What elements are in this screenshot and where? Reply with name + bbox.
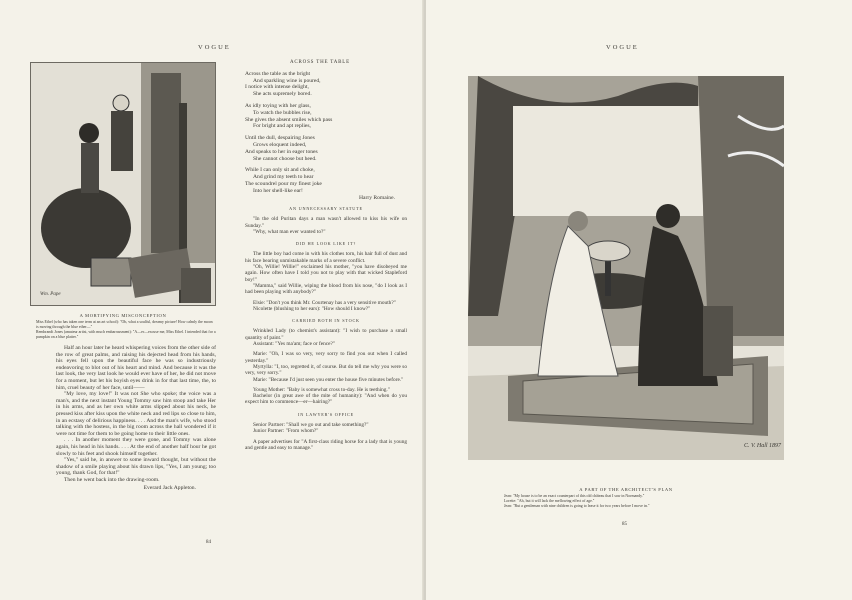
- poem-line: She cannot choose but heed.: [253, 155, 317, 162]
- anecdote-paragraph: Marie: "Because I'd just seen you enter the house five minutes before.": [253, 376, 404, 383]
- anecdote-paragraph: The little boy had come in with his clothes torn, his hair full of dust and his face bearing unmistakable marks of a severe conflict.: [245, 251, 407, 264]
- poem-line: To watch the bubbles rise,: [253, 109, 312, 116]
- poem-line: While I can only sit and choke,: [245, 167, 315, 174]
- poem-line: And speaks to her in eager tones: [245, 148, 318, 155]
- section-title: AN UNNECESSARY STATUTE: [289, 206, 363, 211]
- caption-title: A MORTIFYING MISCONCEPTION: [79, 313, 167, 318]
- story-author: Everard Jack Appleton.: [143, 485, 196, 492]
- story-text: [56, 345, 216, 492]
- poem-line: Into her shell-like ear!: [253, 187, 303, 194]
- anecdote-paragraph: Junior Partner: "From whom?": [253, 428, 319, 435]
- anecdotes-column: [245, 200, 407, 451]
- poem-line: She gives the absent smiles which pass: [245, 116, 333, 123]
- caption-title: A PART OF THE ARCHITECT'S PLAN: [579, 487, 673, 492]
- anecdote-paragraph: Myrtylla: "I, too, regretted it, of course. But do tell me why you were so very, very sorry.": [245, 363, 407, 377]
- anecdote-paragraph: "Why, what man ever wanted to?": [253, 228, 326, 235]
- poem-line: And sparkling wine is poured,: [253, 77, 321, 84]
- caption-line: Jean: "But a gentleman with nine children is going to lease it for two years before I move in.": [504, 504, 650, 508]
- anecdote-paragraph: Young Mother: "Baby is somewhat cross to-day. He is teething.": [253, 386, 390, 393]
- anecdote-paragraph: Marie: "Oh, I was so very, very sorry to find you out when I called yesterday.": [245, 351, 407, 364]
- section-title: DID HE LOOK LIKE IT?: [295, 241, 357, 247]
- section-title: CARRIED BOTH IN STOCK: [292, 318, 360, 324]
- illustration-signature: Wm. Pape: [40, 292, 61, 297]
- poem-line: I notice with intense delight,: [245, 84, 309, 91]
- story-paragraph: Half an hour later he heard whispering voices from the other side of the row of great palms, and raising his dejected head from his hands, his eyes fell upon the beautiful face he was so industriously endeavoring to blot out of his heart and mind. And because it was the last look, the very last look he would ever have of her, he did not move for a moment, but let his boyish eyes drink in for that last time, the, to him, cruel beauty of her face, until——: [56, 345, 216, 391]
- story-paragraph: Then he went back into the drawing-room.: [64, 476, 160, 483]
- drawing-two-women-at-table: [468, 76, 784, 460]
- anecdote-paragraph: Senior Partner: "Shall we go out and take something?": [253, 422, 369, 429]
- section-title: IN LAWYER'S OFFICE: [298, 411, 354, 417]
- caption-line: Miss Ethel (who has taken one term at an art school): "Oh, what a soulful, dreamy picture! How calmly the moon is moving through the blue ether—": [36, 320, 213, 329]
- poem-line: Until the dull, despairing Jones: [245, 135, 315, 142]
- poem-line: The scoundrel pour my finest joke: [245, 180, 322, 187]
- story-paragraph: . . . In another moment they were gone, and Tommy was alone again, his head in his hands. . . . At the end of another half hour he got slowly to his feet and shook himself together.: [56, 437, 216, 457]
- poem-line: As idly toying with her glass,: [245, 102, 311, 109]
- anecdote-paragraph: Assistant: "Yes ma'am; face or fence?": [253, 341, 335, 348]
- running-head: VOGUE: [606, 44, 639, 51]
- caption-dialogue: [36, 320, 216, 340]
- anecdote-paragraph: Wrinkled Lady (to chemist's assistant): "I wish to purchase a small quantity of paint.": [245, 328, 407, 341]
- anecdote-paragraph: "In the old Puritan days a man wasn't allowed to kiss his wife on Sunday.": [245, 216, 407, 229]
- story-paragraph: "Yes," said he, in answer to some inward thought, but without the shadow of a smile playing about his drawn lips, "Yes, I am young; too young, thank God, for that!": [56, 457, 216, 477]
- poem-author: Harry Romaine.: [358, 194, 395, 201]
- caption-line: Rembrandt Jones (amateur artist, with much embarrassment): "A—er—excuse me, Miss Ethel. I intended that for a pumpkin on a blue platter.": [36, 330, 216, 339]
- anecdote-paragraph: Elsie: "Don't you think Mr. Courtenay has a very sensitive mouth?": [253, 299, 396, 306]
- caption-line: Jean: "My house is to be an exact counterpart of this old château that I saw in Normandy.": [504, 494, 645, 498]
- left-page: [0, 0, 424, 600]
- anecdote-paragraph: Bachelor (in great awe of the mite of humanity): "And when do you expect him to commence—er—hairing?": [245, 393, 407, 406]
- poem-line: For bright and apt replies,: [253, 123, 311, 130]
- right-page: [426, 0, 852, 600]
- poem-title: ACROSS THE TABLE: [290, 60, 350, 65]
- anecdote-paragraph: A paper advertises for "A first-class riding horse for a lady that is young and gentle and easy to manage.": [245, 438, 407, 451]
- illustration-mortifying-misconception: [30, 62, 216, 306]
- anecdote-paragraph: "Mamma," said Willie, wiping the blood from his nose, "do I look as I had been playing with anybody?": [245, 282, 407, 296]
- story-paragraph: "My love, my love!" It was not She who spoke; the voice was a man's, and the next instant Young Tommy saw him stoop and take Her in his arms, and as her own white arms slipped about his neck, he pressed kiss after kiss upon the white neck and red lips so close to him, in an ecstasy of delirious happiness. . . . And the man's wife, who stood talking with the hostess, in the big room across the hall wondered if it were not time for them to be going home to their little ones.: [56, 391, 216, 437]
- poem-line: And grind my teeth to hear: [253, 174, 314, 181]
- page-number: 85: [622, 522, 627, 527]
- page-number: 84: [206, 540, 211, 545]
- anecdote-paragraph: Nicolette (blushing to her ears): "How should I know?": [253, 305, 371, 312]
- drawing-art-studio: [31, 63, 216, 306]
- caption-dialogue: [504, 494, 764, 509]
- poem-line: She acts supremely bored.: [253, 91, 312, 98]
- poem-line: Across the table as the bright: [245, 70, 311, 77]
- anecdote-paragraph: "Oh, Willie! Willie!" exclaimed his mother, "you have disobeyed me again. How often have I told you not to play with that wicked Stapleford boy!": [245, 264, 407, 283]
- running-head: VOGUE: [198, 44, 231, 51]
- poem-line: Grows eloquent indeed,: [253, 141, 307, 148]
- illustration-signature: C. V. Hall 1897: [744, 443, 782, 449]
- poem-across-the-table: [245, 60, 395, 206]
- caption-line: Lorette: "Ah, but it will lack the mellowing effect of age.": [504, 499, 595, 503]
- illustration-architects-plan: [468, 76, 784, 460]
